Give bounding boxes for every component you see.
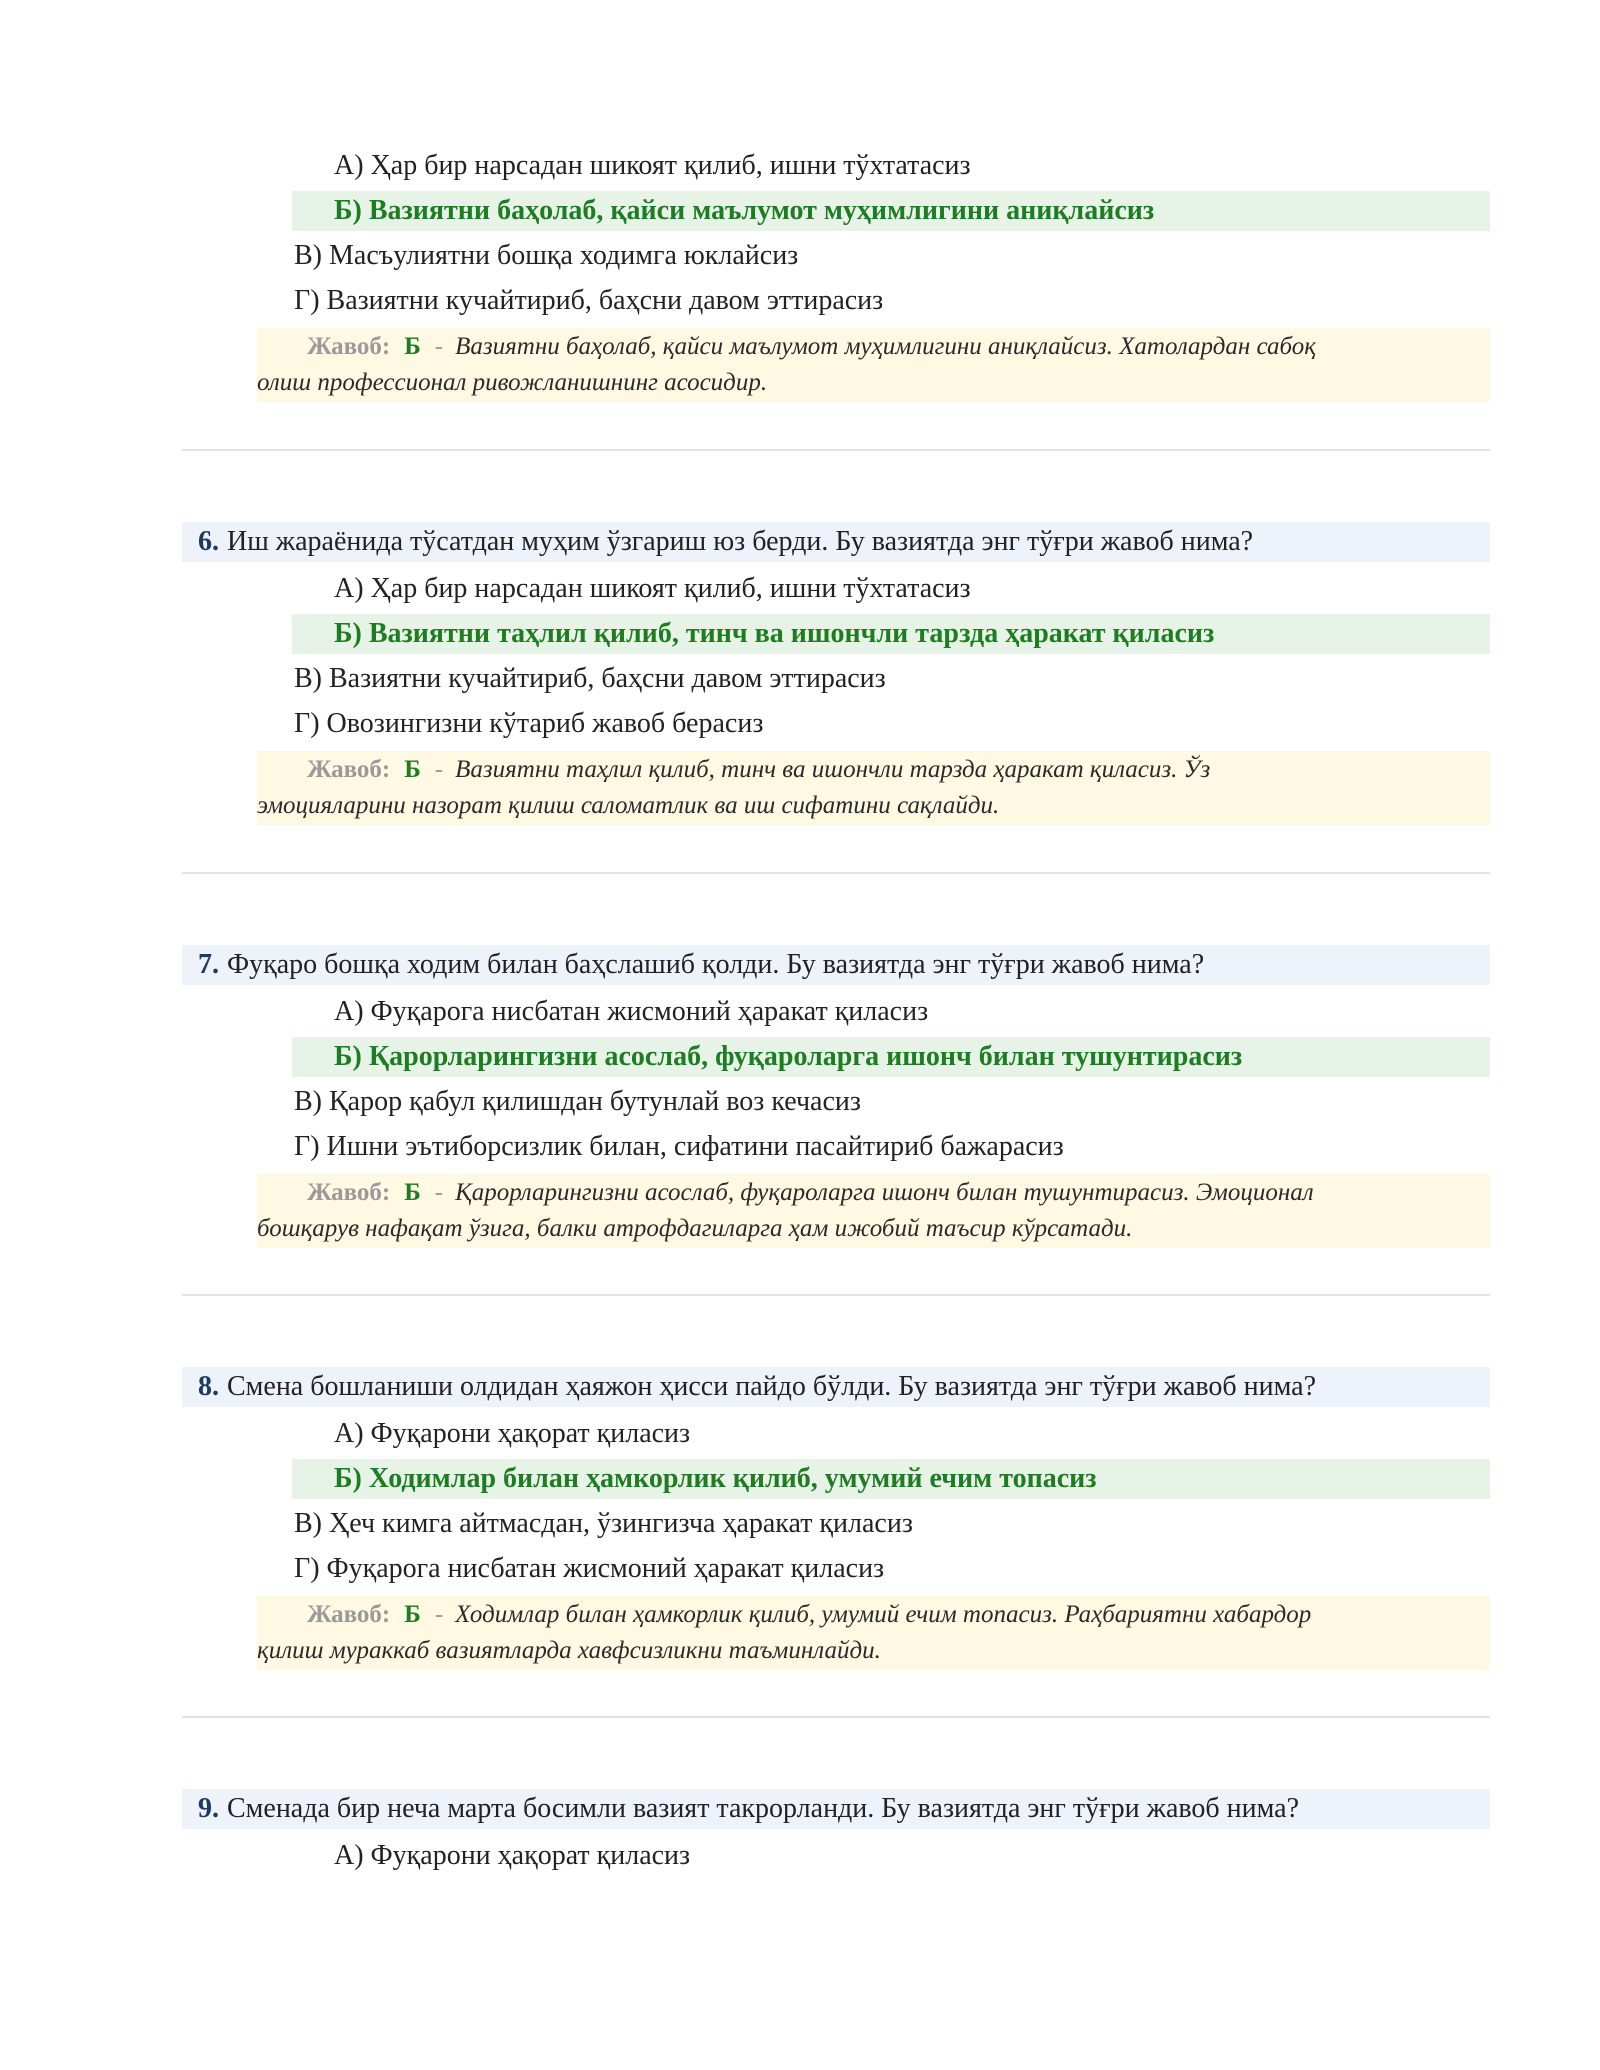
- divider: [182, 872, 1490, 874]
- option-g: Г) Ишни эътиборсизлик билан, сифатини пасайтириб бажарасиз: [294, 1131, 1064, 1162]
- option-g: Г) Овозингизни кўтариб жавоб берасиз: [294, 708, 764, 739]
- question-number: 6.: [198, 526, 219, 557]
- answer-box: [257, 1174, 1490, 1248]
- option-g: Г) Вазиятни кучайтириб, баҳсни давом эттирасиз: [294, 285, 884, 316]
- divider: [182, 1716, 1490, 1718]
- option-v: В) Қарор қабул қилишдан бутунлай воз кечасиз: [294, 1086, 861, 1117]
- answer-dash: -: [434, 756, 444, 783]
- answer-dash: -: [434, 1601, 444, 1628]
- option-b-text: Б) Вазиятни баҳолаб, қайси маълумот муҳимлигини аниқлайсиз: [334, 195, 1155, 226]
- option-b-correct: [292, 1459, 1490, 1499]
- answer-explanation: Ходимлар билан ҳамкорлик қилиб, умумий ечим топасиз. Раҳбариятни хабардор: [455, 1601, 1312, 1628]
- answer-label: Жавоб:: [307, 1601, 391, 1628]
- option-a: А) Фуқарони ҳақорат қиласиз: [334, 1840, 691, 1871]
- answer-line-2: олиш профессионал ривожланишнинг асосидир.: [257, 369, 768, 396]
- question-line: [182, 1367, 1490, 1407]
- answer-dash: -: [434, 333, 444, 360]
- option-b-text: Б) Вазиятни таҳлил қилиб, тинч ва ишончли тарзда ҳаракат қиласиз: [334, 618, 1215, 649]
- option-a: А) Фуқарога нисбатан жисмоний ҳаракат қиласиз: [334, 996, 929, 1027]
- answer-label: Жавоб:: [307, 1179, 391, 1206]
- answer-label: Жавоб:: [307, 333, 391, 360]
- answer-line-2: қилиш мураккаб вазиятларда хавфсизликни таъминлайди.: [257, 1637, 881, 1664]
- option-a: А) Ҳар бир нарсадан шикоят қилиб, ишни тўхтатасиз: [334, 150, 971, 181]
- answer-line-1: [307, 752, 1210, 788]
- option-a: А) Фуқарони ҳақорат қиласиз: [334, 1418, 691, 1449]
- question-line: [182, 522, 1490, 562]
- option-b-text: Б) Қарорларингизни асослаб, фуқароларга ишонч билан тушунтирасиз: [334, 1041, 1243, 1072]
- option-g: Г) Фуқарога нисбатан жисмоний ҳаракат қиласиз: [294, 1553, 885, 1584]
- answer-letter: Б: [404, 756, 421, 783]
- option-a: А) Ҳар бир нарсадан шикоят қилиб, ишни тўхтатасиз: [334, 573, 971, 604]
- question-number: 8.: [198, 1371, 219, 1402]
- question-number: 9.: [198, 1793, 219, 1824]
- answer-line-2: бошқарув нафақат ўзига, балки атрофдагиларга ҳам ижобий таъсир кўрсатади.: [257, 1215, 1133, 1242]
- option-v: В) Масъулиятни бошқа ходимга юклайсиз: [294, 240, 799, 271]
- answer-box: [257, 1596, 1490, 1670]
- option-v: В) Вазиятни кучайтириб, баҳсни давом эттирасиз: [294, 663, 886, 694]
- option-b-text: Б) Ходимлар билан ҳамкорлик қилиб, умумий ечим топасиз: [334, 1463, 1097, 1494]
- answer-box: [257, 328, 1490, 402]
- answer-letter: Б: [404, 333, 421, 360]
- answer-label: Жавоб:: [307, 756, 391, 783]
- question-text: Сменада бир неча марта босимли вазият такрорланди. Бу вазиятда энг тўғри жавоб нима?: [227, 1793, 1299, 1824]
- divider: [182, 1294, 1490, 1296]
- option-b-correct: [292, 1037, 1490, 1077]
- answer-line-2: эмоцияларини назорат қилиш саломатлик ва иш сифатини сақлайди.: [257, 792, 1000, 819]
- answer-dash: -: [434, 1179, 444, 1206]
- answer-line-1: [307, 329, 1316, 365]
- question-text: Фуқаро бошқа ходим билан баҳслашиб қолди. Бу вазиятда энг тўғри жавоб нима?: [227, 949, 1205, 980]
- question-text: Смена бошланиши олдидан ҳаяжон ҳисси пайдо бўлди. Бу вазиятда энг тўғри жавоб нима?: [227, 1371, 1317, 1402]
- answer-letter: Б: [404, 1179, 421, 1206]
- answer-letter: Б: [404, 1601, 421, 1628]
- answer-explanation: Вазиятни таҳлил қилиб, тинч ва ишончли тарзда ҳаракат қиласиз. Ўз: [455, 756, 1211, 783]
- option-b-correct: [292, 614, 1490, 654]
- answer-explanation: Қарорларингизни асослаб, фуқароларга ишонч билан тушунтирасиз. Эмоционал: [455, 1179, 1314, 1206]
- question-line: [182, 1789, 1490, 1829]
- option-v: В) Ҳеч кимга айтмасдан, ўзингизча ҳаракат қиласиз: [294, 1508, 913, 1539]
- option-b-correct: [292, 191, 1490, 231]
- answer-explanation: Вазиятни баҳолаб, қайси маълумот муҳимлигини аниқлайсиз. Хатолардан сабоқ: [455, 333, 1316, 360]
- question-text: Иш жараёнида тўсатдан муҳим ўзгариш юз берди. Бу вазиятда энг тўғри жавоб нима?: [227, 526, 1254, 557]
- divider: [182, 449, 1490, 451]
- answer-line-1: [307, 1175, 1314, 1211]
- answer-line-1: [307, 1597, 1311, 1633]
- question-line: [182, 945, 1490, 985]
- answer-box: [257, 751, 1490, 825]
- question-number: 7.: [198, 949, 219, 980]
